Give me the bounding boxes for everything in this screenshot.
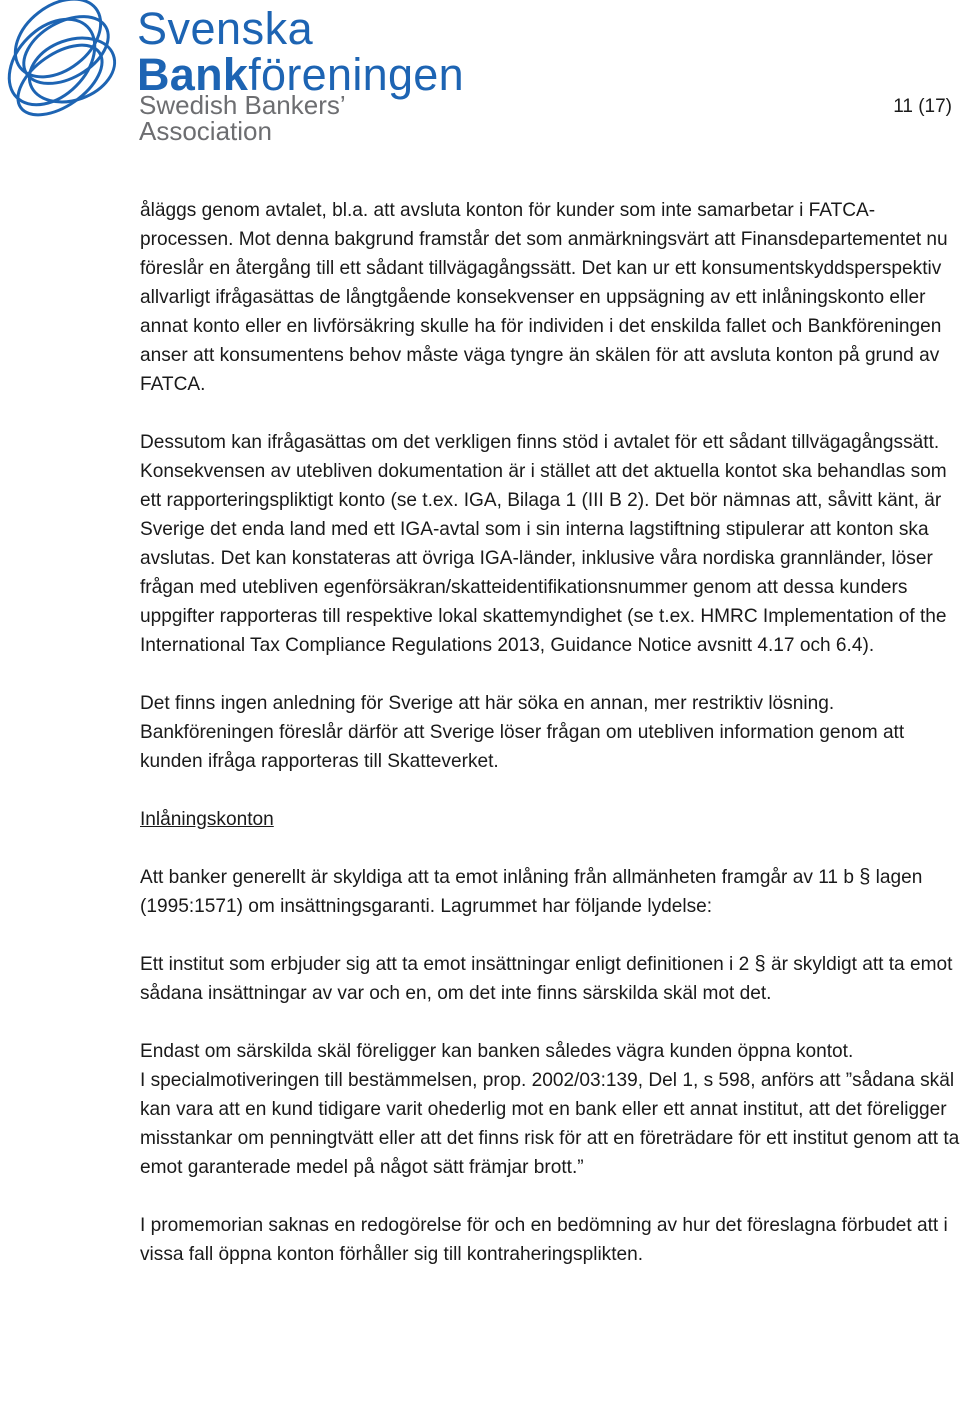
- logo-rings-icon: [0, 0, 135, 125]
- paragraph-2: Dessutom kan ifrågasättas om det verkligen finns stöd i avtalet för ett sådant tillvägagångssätt. Konsekvensen av utebliven dokumentation är i stället att det aktuella kontot ska behandlas som ett rapporteringspliktigt konto (se t.ex. IGA, Bilaga 1 (III B 2). Det bör nämnas att, såvitt känt, är Sverige det enda land med ett IGA-avtal som i sin interna lagstiftning stipulerar att konton ska avslutas. Det kan konstateras att övriga IGA-länder, inklusive våra nordiska grannländer, löser frågan med utebliven egenförsäkran/skatteidentifikationsnummer genom att dessa kunders uppgifter rapporteras till respektive lokal skattemyndighet (se t.ex. HMRC Implementation of the International Tax Compliance Regulations 2013, Guidance Notice avsnitt 4.17 och 6.4).: [140, 432, 947, 656]
- document-body: [140, 196, 960, 1269]
- paragraph-4-b: lagen (1995:1571) om insättningsgaranti. Lagrummet har följande lydelse:: [140, 867, 923, 917]
- section-sign: §: [859, 866, 871, 888]
- logo-foreningen: föreningen: [248, 49, 464, 100]
- paragraph-5-b: är skyldigt att ta emot sådana insättningar av var och en, om det inte finns särskilda skäl mot det.: [140, 954, 953, 1004]
- paragraph-6-rest: I specialmotiveringen till bestämmelsen, prop. 2002/03:139, Del 1, s 598, anförs att ”sådana skäl kan vara att en kund tidigare varit ohederlig mot en bank eller ett annat institut, att det föreligger misstankar om penningtvätt eller att det finns risk för att en företrädare för ett institut genom att ta emot garanterade medel på något sätt främjar brott.”: [140, 1070, 960, 1178]
- paragraph-6-line1: Endast om särskilda skäl föreligger kan banken således vägra kunden öppna kontot.: [140, 1041, 854, 1062]
- section-sign: §: [754, 953, 766, 975]
- paragraph-3: Det finns ingen anledning för Sverige att här söka en annan, mer restriktiv lösning. Bankföreningen föreslår därför att Sverige löser frågan om utebliven information genom att kunden ifråga rapporteras till Skatteverket.: [140, 693, 905, 772]
- page-number: 11 (17): [893, 96, 952, 117]
- paragraph-4-a: Att banker generellt är skyldiga att ta emot inlåning från allmänheten framgår av 11 b: [140, 867, 860, 888]
- bankforeningen-logo: [0, 0, 470, 146]
- logo-line-english: Swedish Bankers’ Association: [139, 90, 345, 146]
- logo-line-svenska: Svenska: [137, 3, 314, 54]
- paragraph-7: I promemorian saknas en redogörelse för och en bedömning av hur det föreslagna förbudet att i vissa fall öppna konton förhåller sig till kontraheringsplikten.: [140, 1215, 948, 1265]
- paragraph-6: [140, 1037, 960, 1182]
- section-heading: Inlåningskonton: [140, 809, 274, 830]
- logo-bank: Bank: [137, 49, 249, 100]
- paragraph-5-quote: [140, 950, 960, 1008]
- paragraph-4: [140, 863, 960, 921]
- paragraph-5-a: Ett institut som erbjuder sig att ta emot insättningar enligt definitionen i 2: [140, 954, 755, 975]
- paragraph-1: åläggs genom avtalet, bl.a. att avsluta konton för kunder som inte samarbetar i FATCA-processen. Mot denna bakgrund framstår det som anmärkningsvärt att Finansdepartementet nu föreslår en återgång till ett sådant tillvägagångssätt. Det kan ur ett konsumentskyddsperspektiv allvarligt ifrågasättas de långtgående konsekvenser en uppsägning av ett inlåningskonto eller annat konto eller en livförsäkring skulle ha för individen i det enskilda fallet och Bankföreningen anser att konsumentens behov måste väga tyngre än skälen för att avsluta konton på grund av FATCA.: [140, 200, 948, 395]
